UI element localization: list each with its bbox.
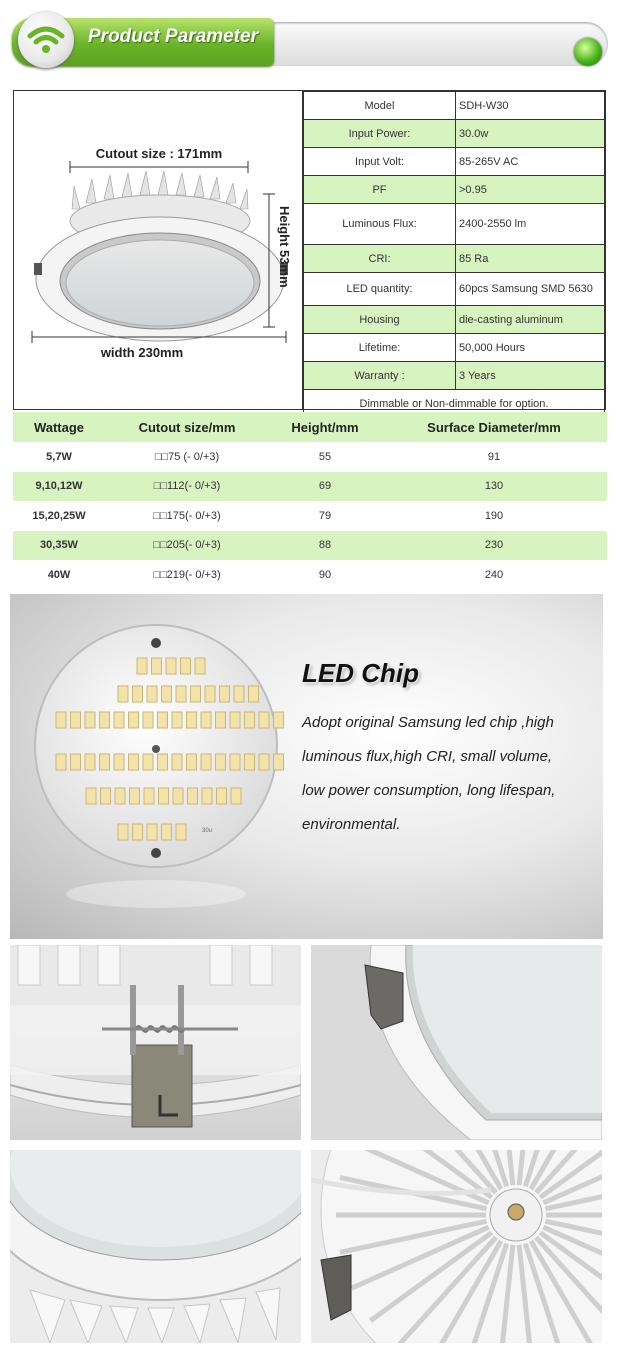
diameter-cell: 91 xyxy=(487,450,501,463)
green-status-dot xyxy=(574,38,602,66)
led-chip-icon xyxy=(71,712,81,728)
height-cell: 88 xyxy=(269,531,381,561)
downlight-drawing xyxy=(14,91,302,409)
spec-row xyxy=(304,334,605,362)
wattage-row xyxy=(13,501,607,531)
led-chip-icon xyxy=(172,712,182,728)
led-chip-icon xyxy=(158,754,168,770)
wattage-cell: 9,10,12W xyxy=(13,472,105,502)
led-chip-icon xyxy=(143,712,153,728)
spec-label: Model xyxy=(304,92,456,120)
dimension-drawing xyxy=(14,91,303,409)
led-chip-icon xyxy=(85,754,95,770)
width-label: width 230mm xyxy=(100,345,184,360)
led-chip-icon xyxy=(133,824,143,840)
diameter-cell: 230 xyxy=(381,531,607,561)
led-chip-icon xyxy=(201,754,211,770)
header-cutout: Cutout size/mm xyxy=(105,412,269,442)
led-chip-icon xyxy=(85,712,95,728)
wattage-table xyxy=(13,412,607,590)
header-height: Height/mm xyxy=(269,412,381,442)
led-chip-icon xyxy=(147,686,157,702)
led-chip-icon xyxy=(71,754,81,770)
banner-title: Product Parameter xyxy=(88,26,259,47)
led-chip-icon xyxy=(181,658,191,674)
spec-value: 2400-2550 lm xyxy=(456,204,605,245)
spec-row xyxy=(304,92,605,120)
led-chip-icon xyxy=(129,712,139,728)
led-chip-icon xyxy=(130,788,140,804)
led-chip-icon xyxy=(249,686,259,702)
board-label: 30u xyxy=(202,828,213,834)
led-chip-icon xyxy=(144,788,154,804)
led-chip-icon xyxy=(166,658,176,674)
spec-row xyxy=(304,120,605,148)
led-chip-icon xyxy=(259,712,269,728)
led-chip-icon xyxy=(274,754,284,770)
spec-row xyxy=(304,273,605,306)
spec-label: Luminous Flux: xyxy=(304,204,456,245)
led-chip-icon xyxy=(217,788,227,804)
spec-label: Warranty : xyxy=(304,362,456,390)
led-chip-icon xyxy=(205,686,215,702)
led-chip-icon xyxy=(118,686,128,702)
height-cell: 79 xyxy=(318,509,332,522)
spec-value: 30.0w xyxy=(456,120,605,148)
spec-label: CRI: xyxy=(304,245,456,273)
product-parameter-banner xyxy=(12,12,608,78)
led-chip-icon xyxy=(147,824,157,840)
led-chip-icon xyxy=(143,754,153,770)
led-desc-line-4: environmental. xyxy=(302,816,401,833)
led-chip-icon xyxy=(159,788,169,804)
led-desc-line-2: luminous flux,high CRI, small volume, xyxy=(302,748,553,765)
wattage-row xyxy=(13,531,607,561)
spec-panel xyxy=(13,90,606,410)
spec-label: LED quantity: xyxy=(304,273,456,306)
cutout-cell: □□219(- 0/+3) xyxy=(153,568,221,581)
heatsink-back-photo xyxy=(311,1150,602,1343)
cutout-cell: □□205(- 0/+3) xyxy=(105,531,269,561)
led-chip-section xyxy=(10,594,603,939)
spec-value: die-casting aluminum xyxy=(456,306,605,334)
led-chip-icon xyxy=(133,686,143,702)
led-chip-icon xyxy=(202,788,212,804)
cutout-cell: □□75 (- 0/+3) xyxy=(154,450,220,463)
cutout-cell: □□112(- 0/+3) xyxy=(105,472,269,502)
spec-table xyxy=(303,91,605,418)
led-chip-icon xyxy=(176,824,186,840)
led-chip-icon xyxy=(274,712,284,728)
led-chip-icon xyxy=(86,788,96,804)
spec-label: Lifetime: xyxy=(304,334,456,362)
led-chip-icon xyxy=(115,788,125,804)
led-chip-icon xyxy=(188,788,198,804)
wattage-cell: 40W xyxy=(47,568,71,581)
height-cell: 90 xyxy=(318,568,332,581)
led-desc-line-3: low power consumption, long lifespan, xyxy=(302,782,556,799)
led-chip-icon xyxy=(201,712,211,728)
spec-label: PF xyxy=(304,176,456,204)
led-chip-icon xyxy=(191,686,201,702)
spec-value: 3 Years xyxy=(456,362,605,390)
cutout-size-label: Cutout size : 171mm xyxy=(95,146,223,161)
spec-row xyxy=(304,148,605,176)
header-surface-diameter: Surface Diameter/mm xyxy=(381,412,607,442)
led-chip-icon xyxy=(56,712,66,728)
led-chip-icon xyxy=(176,686,186,702)
spec-value: >0.95 xyxy=(456,176,605,204)
lens-closeup-photo xyxy=(10,1150,301,1343)
led-board-image xyxy=(10,594,300,939)
wattage-cell: 5,7W xyxy=(46,450,72,463)
led-desc-line-1: Adopt original Samsung led chip ,high xyxy=(302,714,554,731)
led-chip-icon xyxy=(173,788,183,804)
led-chip-icon xyxy=(187,712,197,728)
led-chip-icon xyxy=(231,788,241,804)
trim-closeup-photo xyxy=(311,945,602,1140)
wifi-icon xyxy=(18,12,74,68)
height-cell: 69 xyxy=(269,472,381,502)
led-chip-icon xyxy=(195,658,205,674)
spec-row xyxy=(304,362,605,390)
led-chip-icon xyxy=(162,686,172,702)
led-chip-icon xyxy=(216,712,226,728)
spec-label: Input Power: xyxy=(304,120,456,148)
led-chip-icon xyxy=(220,686,230,702)
wattage-row xyxy=(13,560,607,590)
led-chip-icon xyxy=(56,754,66,770)
diameter-cell: 130 xyxy=(381,472,607,502)
led-chip-icon xyxy=(137,658,147,674)
led-chip-icon xyxy=(129,754,139,770)
diameter-cell: 240 xyxy=(484,568,504,581)
led-chip-icon xyxy=(118,824,128,840)
header-wattage: Wattage xyxy=(13,412,105,442)
wattage-row xyxy=(13,442,607,472)
diameter-cell: 190 xyxy=(484,509,504,522)
led-chip-icon xyxy=(259,754,269,770)
spec-note: Dimmable or Non-dimmable for option. xyxy=(304,390,605,418)
led-chip-icon xyxy=(230,754,240,770)
wattage-cell: 15,20,25W xyxy=(32,509,86,522)
led-chip-icon xyxy=(100,754,110,770)
spec-row xyxy=(304,176,605,204)
led-chip-icon xyxy=(234,686,244,702)
led-chip-icon xyxy=(245,712,255,728)
spec-label: Housing xyxy=(304,306,456,334)
led-chip-icon xyxy=(245,754,255,770)
spec-value: 85 Ra xyxy=(456,245,605,273)
spec-value: SDH-W30 xyxy=(456,92,605,120)
spring-clip-photo xyxy=(10,945,301,1140)
wattage-row xyxy=(13,472,607,502)
led-chip-icon xyxy=(101,788,111,804)
led-chip-title: LED Chip xyxy=(302,658,419,688)
spec-row xyxy=(304,306,605,334)
spec-value: 85-265V AC xyxy=(456,148,605,176)
spec-row xyxy=(304,204,605,245)
spec-value: 60pcs Samsung SMD 5630 xyxy=(456,273,605,306)
led-chip-icon xyxy=(230,712,240,728)
spec-value: 50,000 Hours xyxy=(456,334,605,362)
led-chip-icon xyxy=(114,754,124,770)
led-chip-icon xyxy=(216,754,226,770)
led-chip-icon xyxy=(162,824,172,840)
height-label: Height 53mm xyxy=(277,206,292,288)
cutout-cell: □□175(- 0/+3) xyxy=(153,509,221,522)
led-chip-icon xyxy=(172,754,182,770)
height-cell: 55 xyxy=(318,450,332,463)
spec-row xyxy=(304,245,605,273)
led-chip-icon xyxy=(100,712,110,728)
led-chip-icon xyxy=(152,658,162,674)
led-chip-icon xyxy=(187,754,197,770)
wattage-cell: 30,35W xyxy=(13,531,105,561)
led-chip-icon xyxy=(158,712,168,728)
wattage-header-row xyxy=(13,412,607,442)
led-chip-icon xyxy=(114,712,124,728)
spec-label: Input Volt: xyxy=(304,148,456,176)
